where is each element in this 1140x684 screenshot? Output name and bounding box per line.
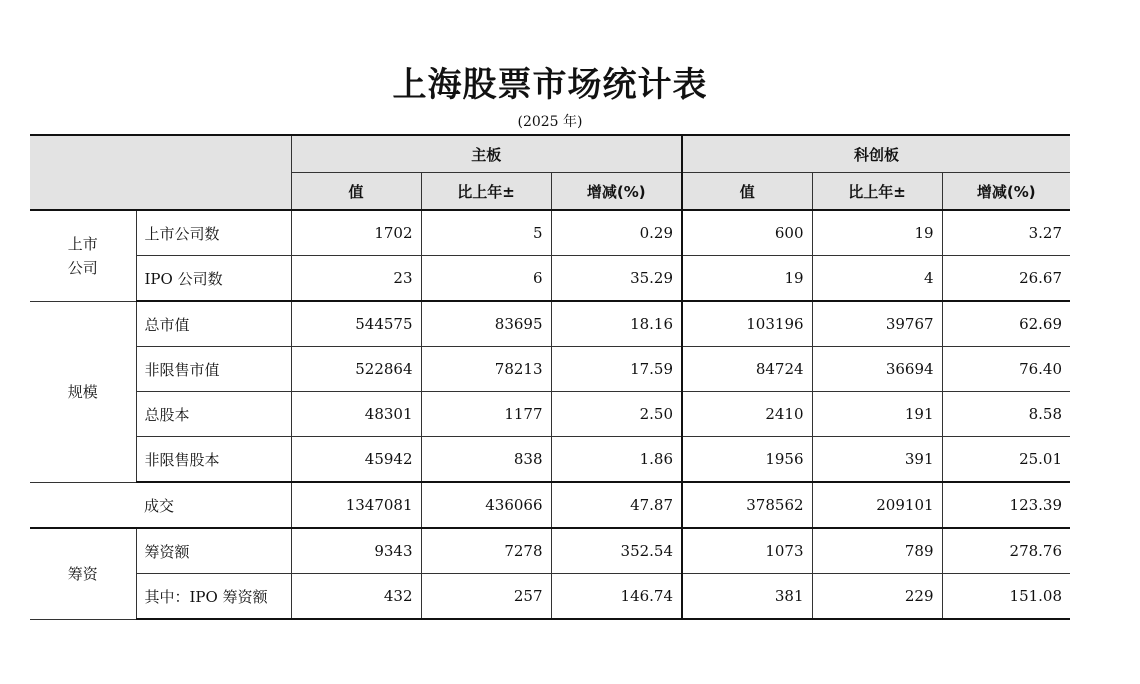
row-label: 上市公司数 (136, 210, 291, 256)
page-subtitle: (2025 年) (517, 114, 583, 130)
row-label: 总市值 (136, 301, 291, 347)
main-value: 48301 (291, 392, 421, 437)
main-yoy: 5 (421, 210, 551, 256)
star-yoy: 391 (812, 437, 942, 483)
main-yoy: 7278 (421, 528, 551, 574)
section-listed-companies (30, 210, 136, 301)
main-yoy: 838 (421, 437, 551, 483)
star-value: 84724 (682, 347, 812, 392)
main-change: 1.86 (551, 437, 682, 483)
section-label: 上市 公司 (67, 234, 98, 277)
star-change: 25.01 (942, 437, 1070, 483)
table-row (30, 574, 1070, 620)
star-change: 26.67 (942, 256, 1070, 302)
table-row (30, 347, 1070, 392)
main-yoy: 1177 (421, 392, 551, 437)
main-yoy: 257 (421, 574, 551, 620)
star-yoy: 36694 (812, 347, 942, 392)
header-main-change: 增减(%) (551, 173, 682, 211)
table-row (30, 437, 1070, 483)
header-star-value: 值 (682, 173, 812, 211)
main-value: 1347081 (291, 482, 421, 528)
star-yoy: 229 (812, 574, 942, 620)
header-star-yoy: 比上年± (812, 173, 942, 211)
star-yoy: 39767 (812, 301, 942, 347)
row-label: 筹资额 (136, 528, 291, 574)
main-value: 522864 (291, 347, 421, 392)
row-label: 非限售股本 (136, 437, 291, 483)
header-main-yoy: 比上年± (421, 173, 551, 211)
section-financing (30, 528, 136, 619)
main-change: 146.74 (551, 574, 682, 620)
star-value: 381 (682, 574, 812, 620)
header-star-change: 增减(%) (942, 173, 1070, 211)
main-change: 2.50 (551, 392, 682, 437)
row-label: 其中：IPO 筹资额 (136, 574, 291, 620)
main-value: 23 (291, 256, 421, 302)
statistics-table (30, 134, 1070, 620)
header-main-value: 值 (291, 173, 421, 211)
star-change: 123.39 (942, 482, 1070, 528)
main-value: 432 (291, 574, 421, 620)
row-label: IPO 公司数 (136, 256, 291, 302)
star-change: 151.08 (942, 574, 1070, 620)
section-label: 规模 (67, 382, 98, 401)
main-value: 544575 (291, 301, 421, 347)
star-change: 62.69 (942, 301, 1070, 347)
star-yoy: 191 (812, 392, 942, 437)
main-change: 0.29 (551, 210, 682, 256)
main-value: 45942 (291, 437, 421, 483)
main-yoy: 436066 (421, 482, 551, 528)
main-change: 17.59 (551, 347, 682, 392)
header-main-board: 主板 (291, 135, 682, 173)
star-change: 3.27 (942, 210, 1070, 256)
main-yoy: 83695 (421, 301, 551, 347)
star-yoy: 789 (812, 528, 942, 574)
main-change: 18.16 (551, 301, 682, 347)
star-value: 1956 (682, 437, 812, 483)
table-row (30, 256, 1070, 302)
main-change: 47.87 (551, 482, 682, 528)
star-change: 76.40 (942, 347, 1070, 392)
section-label: 筹资 (67, 564, 98, 583)
main-yoy: 6 (421, 256, 551, 302)
star-change: 8.58 (942, 392, 1070, 437)
table-row (30, 301, 1070, 347)
star-value: 600 (682, 210, 812, 256)
header-star-market: 科创板 (682, 135, 1070, 173)
star-yoy: 209101 (812, 482, 942, 528)
row-label: 总股本 (136, 392, 291, 437)
header-corner (30, 135, 291, 210)
star-value: 103196 (682, 301, 812, 347)
main-value: 1702 (291, 210, 421, 256)
star-value: 19 (682, 256, 812, 302)
table-row (30, 482, 1070, 528)
table-row (30, 392, 1070, 437)
star-change: 278.76 (942, 528, 1070, 574)
star-value: 2410 (682, 392, 812, 437)
section-scale (30, 301, 136, 482)
header-row-groups (30, 135, 1070, 173)
main-yoy: 78213 (421, 347, 551, 392)
star-yoy: 19 (812, 210, 942, 256)
star-yoy: 4 (812, 256, 942, 302)
page-title: 上海股票市场统计表 (392, 65, 708, 105)
table-row (30, 528, 1070, 574)
main-change: 352.54 (551, 528, 682, 574)
main-value: 9343 (291, 528, 421, 574)
section-turnover-blank (30, 482, 136, 528)
row-label: 成交 (136, 482, 291, 528)
star-value: 378562 (682, 482, 812, 528)
row-label: 非限售市值 (136, 347, 291, 392)
star-value: 1073 (682, 528, 812, 574)
main-change: 35.29 (551, 256, 682, 302)
table-row (30, 210, 1070, 256)
